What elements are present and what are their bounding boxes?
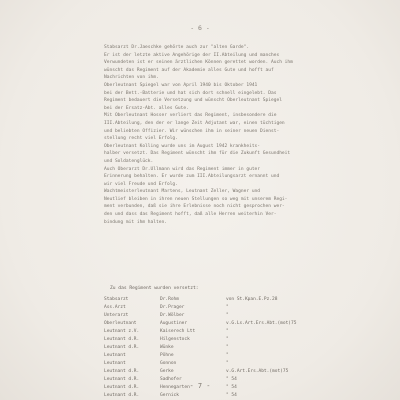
body-line: bei der Bett.-Batterie und hat sich dort schnell eingelebt. Das	[104, 90, 277, 96]
roster-name: Pöhne	[160, 353, 174, 358]
roster-name: Gerke	[160, 369, 174, 374]
roster-row	[104, 328, 304, 336]
roster-note: "	[226, 305, 229, 310]
body-line: Oberleutnant Spiegel war von April 1940 bis Oktober 1941	[104, 82, 258, 88]
roster-note: "	[226, 345, 229, 350]
body-line: wünscht das Regiment auf der Akademie alles Gute und hofft auf	[104, 67, 274, 73]
body-text	[104, 44, 300, 226]
roster-name: Kaiserech Ltt	[160, 329, 196, 334]
roster-rank: Leutnant d.R.	[104, 369, 140, 374]
roster-row	[104, 304, 304, 312]
body-line: den und dass das Regiment hofft, daß alle Herren weiterhin Ver-	[104, 212, 277, 218]
roster-note: v.G.Ls.Art.Ers.Abt.(mot)75	[226, 321, 297, 326]
roster-rank: Ass.Arzt	[104, 305, 126, 310]
body-line: Er ist der letzte aktive Angehörige der II.Abteilung und manches	[104, 52, 280, 58]
roster-name: Wünke	[160, 345, 174, 350]
body-line: Wachtmeisterleutnant Martens, Leutnant Zeller, Wagner und	[104, 189, 261, 195]
roster-row	[104, 392, 304, 400]
roster-note: "	[226, 329, 229, 334]
roster-row	[104, 296, 304, 304]
body-line: und Soldatenglück.	[104, 158, 154, 164]
roster-row	[104, 368, 304, 376]
roster-rank: Oberleutnant	[104, 321, 137, 326]
roster-note: "	[226, 361, 229, 366]
roster-row	[104, 312, 304, 320]
body-line: Verwundeten ist er seinen ärztlichen Können gerettet worden. Auch ihm	[104, 60, 293, 66]
roster-note: " 54	[226, 393, 237, 398]
roster-name: Hennegarten	[160, 385, 190, 390]
page-number-bottom: - 7 -	[189, 382, 211, 390]
roster-rank: Leutnant z.V.	[104, 329, 140, 334]
roster-note: " 54	[226, 385, 237, 390]
roster-note: "	[226, 337, 229, 342]
page-number-top: - 6 -	[190, 24, 210, 32]
roster-rank: Unterarzt	[104, 313, 129, 318]
body-line: Neutlief bleiben in ihren neuen Stellungen so weg mit unserem Regi-	[104, 196, 288, 202]
body-line: Regiment bedauert die Versetzung und wünscht Oberleutnant Spiegel	[104, 98, 282, 104]
body-line: Auch Oberarzt Dr.Ullmann wird das Regiment immer in guter	[104, 166, 261, 172]
body-line: stellung recht viel Erfolg.	[104, 136, 178, 142]
roster-note: v.G.Art.Ers.Abt.(mot)75	[226, 369, 289, 374]
roster-name: Gernick	[160, 393, 179, 398]
body-line: und beliebten Offizier. Wir wünschen ihm in seiner neuen Dienst-	[104, 128, 280, 134]
roster-rank: Leutnant d.R.	[104, 337, 140, 342]
body-line: III.Abteilung, den der er lange Zeit Adjutant war, einen tüchtigen	[104, 120, 285, 126]
roster-rank: Leutnant d.R.	[104, 393, 140, 398]
roster-note: von St.Kpan.E.Pz.28	[226, 297, 278, 302]
body-line: halber versetzt. Das Regiment wünscht ihm für die Zukunft Gesundheit	[104, 151, 291, 157]
body-line: Nachrichten von ihm.	[104, 75, 159, 81]
roster-row	[104, 336, 304, 344]
roster-name: Augustiner	[160, 321, 188, 326]
roster-rank: Leutnant	[104, 361, 126, 366]
body-line: bindung mit ihm halten.	[104, 219, 167, 225]
roster-name: Dr.Prager	[160, 305, 185, 310]
roster-note: " 54	[226, 377, 237, 382]
roster-row	[104, 320, 304, 328]
roster-rank: Leutnant d.R.	[104, 377, 140, 382]
body-line: Stabsarzt Dr.Jaeschke gehörte auch zur "alten Garde".	[104, 45, 250, 50]
roster-note: "	[226, 353, 229, 358]
roster-rank: Stabsarzt	[104, 297, 129, 302]
roster-rank: Leutnant d.R.	[104, 385, 140, 390]
roster-row	[104, 352, 304, 360]
roster-name: Gonnon	[160, 361, 177, 366]
body-line: Oberleutnant Kolling wurde uns im August 1942 krankheits-	[104, 143, 261, 149]
roster-name: Dr.Wölber	[160, 313, 185, 318]
body-line: wir viel Freude und Erfolg.	[104, 181, 178, 187]
roster-row	[104, 360, 304, 368]
body-line: bei der Ersatz-Abt. alles Gute.	[104, 105, 189, 111]
roster-intro: Zu das Regiment wurden versetzt:	[110, 286, 199, 291]
roster-note: "	[226, 313, 229, 318]
roster-rank: Leutnant d.R.	[104, 345, 140, 350]
body-line: ment verbunden, daß sie ihre Erlebnisse noch nicht gesprochen wer-	[104, 204, 285, 210]
roster-row	[104, 344, 304, 352]
roster-rank: Leutnant	[104, 353, 126, 358]
body-line: Mit Oberleutnant Hosser verliert das Regiment, insbesondere die	[104, 113, 277, 119]
roster-name: Sadhofer	[160, 377, 182, 382]
roster-name: Hilgenstock	[160, 337, 190, 342]
body-line: Erinnerung behalten. Er wurde zum III.Abteilungsarzt ernannt und	[104, 174, 280, 180]
roster-name: Dr.Rohm	[160, 297, 179, 302]
